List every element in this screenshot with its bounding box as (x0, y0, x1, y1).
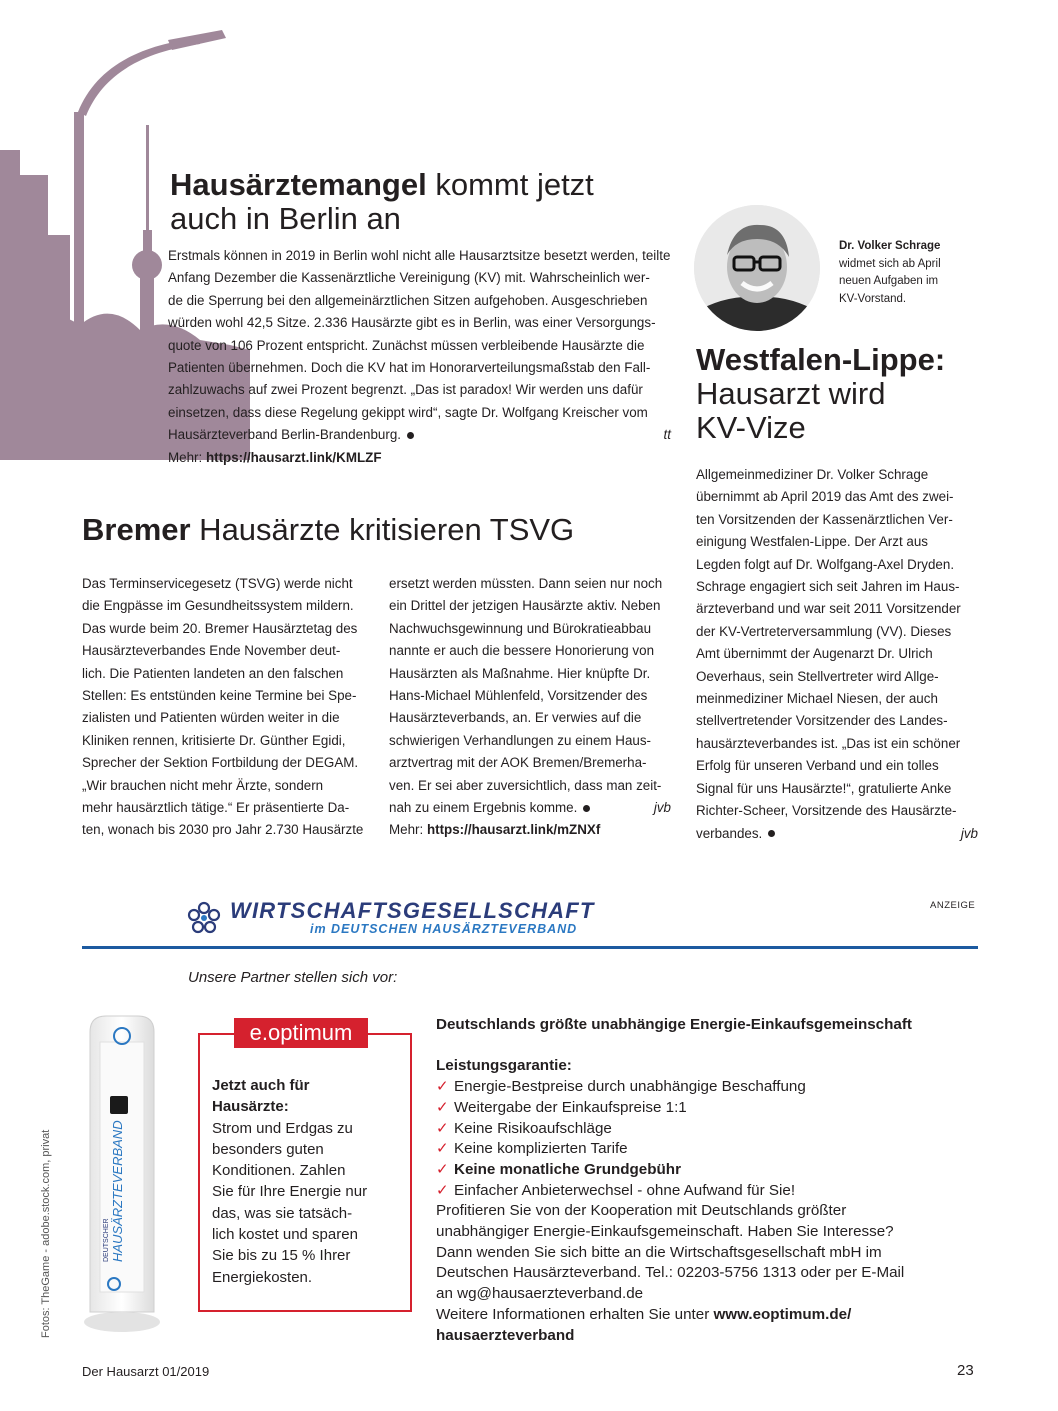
checkmark-icon: ✓ (436, 1098, 449, 1116)
publication-name: Der Hausarzt 01/2019 (82, 1364, 210, 1379)
check-list-item: ✓ Keine monatliche Grundgebühr (436, 1160, 981, 1181)
photo-credit: Fotos: TheGame - adobe.stock.com, privat (40, 1129, 52, 1338)
wg-logo-icon (186, 900, 222, 936)
product-label-large: HAUSÄRZTEVERBAND (110, 1120, 125, 1262)
westfalen-article-body: Allgemeinmediziner Dr. Volker Schrage übernimmt ab April 2019 das Amt des zwei- ten Vorsitzenden der Kassenärztlichen Ver- einigung Westfalen-Lippe. Der Arzt aus Legden folgt auf Dr. Wolfgang-Axel Dryden. Schrage engagiert sich seit Jahren im Haus- ärzteverband und war seit 2011 Vorsitzender der KV-Vertreterversammlung (VV). Dieses Amt übernimmt der Augenarzt Dr. Ulrich Oeverhaus, sein Stellvertreter wird Allge- meinmediziner Michael Niesen, der auch stellvertretender Vorsitzender des Landes- hausärzteverbandes ist. „Das ist ein schöner Erfolg für unseren Verband und ein tolles Signal für uns Hausärzte!“, gratulierte Anke Richter-Scheer, Vorsitzende des Hausärzte- verbandes. jvb (696, 464, 978, 845)
eoptimum-link[interactable]: www.eoptimum.de/ (713, 1305, 852, 1323)
ad-headline: Deutschlands größte unabhängige Energie-Einkaufsgemeinschaft (436, 1016, 912, 1033)
checkmark-icon: ✓ (436, 1160, 449, 1178)
product-label-small: DEUTSCHER (103, 1218, 110, 1262)
ad-label: ANZEIGE (930, 900, 976, 911)
portrait-photo (694, 205, 820, 331)
check-list-item: ✓ Keine komplizierten Tarife (436, 1139, 981, 1160)
wg-company-subtitle: im DEUTSCHEN HAUSÄRZTEVERBAND (310, 922, 578, 936)
ad-divider (82, 946, 978, 949)
eoptimum-promo-text: Jetzt auch für Hausärzte: Strom und Erdgas zu besonders guten Konditionen. Zahlen Sie für Ihre Energie nur das, was sie tatsäch- lich kostet und sparen Sie bis zu 15 % Ihrer Energiekosten. (212, 1077, 368, 1286)
portrait-caption: Dr. Volker Schrage widmet sich ab April neuen Aufgaben im KV-Vorstand. (839, 240, 941, 305)
berlin-article-body: Erstmals können in 2019 in Berlin wohl nicht alle Hausarztsitze besetzt werden, teilte Anfang Dezember die Kassenärztliche Vereinigung (KV) mit. Wahrscheinlich wer- de die Sperrung bei den allgemeinärztlichen Sitzen aufgehoben. Ausgeschrieben würden wohl 42,5 Sitze. 2.336 Hausärzte gibt es in Berlin, was einer Versorgungs- quote von 106 Prozent entspricht. Zunächst müssen verbleibende Hausärzte die Patienten übernehmen. Doch die KV hat im Honorarverteilungsmaßstab den Fall- zahlzuwachs auf zwei Prozent begrenzt. „Das ist paradox! Wir werden uns dafür einsetzen, dass diese Regelung gekippt wird“, sagte Dr. Wolfgang Kreischer vom Hausärzteverband Berlin-Brandenburg. tt Mehr: https://hausarzt.link/KMLZF (168, 248, 671, 465)
berlin-article-title: Hausärztemangel kommt jetzt auch in Berlin an (170, 167, 594, 236)
end-mark-icon (768, 830, 775, 837)
berlin-signature: tt (663, 427, 671, 443)
partner-line: Unsere Partner stellen sich vor: (188, 969, 398, 986)
check-list-item: ✓ Keine Risikoaufschläge (436, 1119, 981, 1140)
guarantee-label: Leistungsgarantie: (436, 1057, 572, 1075)
checkmark-icon: ✓ (436, 1078, 449, 1096)
bremen-article-col2: ersetzt werden müssten. Dann seien nur noch ein Drittel der jetzigen Hausärzte aktiv. Neben Nachwuchsgewinnung und Bürokratieabbau nannte er auch die bessere Honorierung von Hausärzten als Maßnahme. Hier knüpfte Dr. Hans-Michael Mühlenfeld, Vorsitzender des Hausärzteverbands, an. Er verwies auf die schwierigen Verhandlungen zu einem Haus- arztvertrag mit der AOK Bremen/Bremerha- ven. Er sei aber zuversichtlich, dass man zeit- nah zu einem Ergebnis komme. jvb Mehr: https://hausarzt.link/mZNXf (389, 576, 671, 838)
checkmark-icon: ✓ (436, 1119, 449, 1137)
westfalen-signature: jvb (960, 825, 978, 841)
wg-company-name: WIRTSCHAFTSGESELLSCHAFT (230, 898, 595, 923)
energy-meter-product-image (80, 1012, 164, 1337)
bremen-article-title: Bremer Hausärzte kritisieren TSVG (82, 512, 575, 547)
checkmark-icon: ✓ (436, 1140, 449, 1158)
westfalen-article-title: Westfalen-Lippe: Hausarzt wird KV-Vize (696, 342, 946, 445)
bremen-article-col1: Das Terminservicegesetz (TSVG) werde nicht die Engpässe im Gesundheitssystem mildern. Das wurde beim 20. Bremer Hausärztetag des Hausärzteverbandes Ende November deut- lich. Die Patienten landeten an den falschen Stellen: Es entstünden keine Termine bei Spe- zialisten und Patienten würden weiter in die Kliniken rennen, kritisierte Dr. Günther Egidi, Sprecher der Sektion Fortbildung der DEGAM. „Wir brauchen nicht mehr Ärzte, sondern mehr hausärztlich tätige.“ Er präsentierte Da- ten, wonach bis 2030 pro Jahr 2.730 Hausärzte (82, 576, 364, 838)
page-number: 23 (957, 1362, 974, 1379)
berlin-more-link[interactable]: https://hausarzt.link/KMLZF (205, 449, 382, 465)
bremen-signature: jvb (653, 800, 671, 816)
eoptimum-logo: e.optimum (234, 1018, 368, 1048)
check-list-item: ✓ Weitergabe der Einkaufspreise 1:1 (436, 1098, 981, 1119)
checkmark-icon: ✓ (436, 1181, 449, 1199)
email-text: an wg@hausaerzteverband.de (436, 1285, 644, 1303)
bremen-more-link[interactable]: https://hausarzt.link/mZNXf (426, 822, 601, 838)
eoptimum-link-continued[interactable]: hausaerzteverband (436, 1326, 575, 1344)
check-list-item: ✓ Energie-Bestpreise durch unabhängige Beschaffung (436, 1077, 981, 1098)
eoptimum-details: Deutschlands größte unabhängige Energie-Einkaufsgemeinschaft Leistungsgarantie: ✓ Energie-Bestpreise durch unabhängige Beschaffung ✓ Weitergabe der Einkaufspreise 1:1 ✓ Keine Risikoaufschläge ✓ Keine komplizierten Tarife ✓ Keine monatliche Grundgebühr ✓ Einfacher Anbieterwechsel - ohne Aufwand für Sie! Profitieren Sie von der Kooperation mit Deutschlands größter unabhängiger Energie-Einkaufsgemeinschaft. Haben Sie Interesse? Dann wenden Sie sich bitte an die Wirtschaftsgesellschaft mbH im Deutschen Hausärzteverband. Tel.: 02203-5756 1313 oder per E-Mail an wg@hausaerzteverband.de Weitere Informationen erhalten Sie unter www.eoptimum.de/ hausaerzteverband (436, 1015, 981, 1346)
end-mark-icon (407, 432, 414, 439)
check-list-item: ✓ Einfacher Anbieterwechsel - ohne Aufwand für Sie! (436, 1181, 981, 1202)
end-mark-icon (583, 805, 590, 812)
